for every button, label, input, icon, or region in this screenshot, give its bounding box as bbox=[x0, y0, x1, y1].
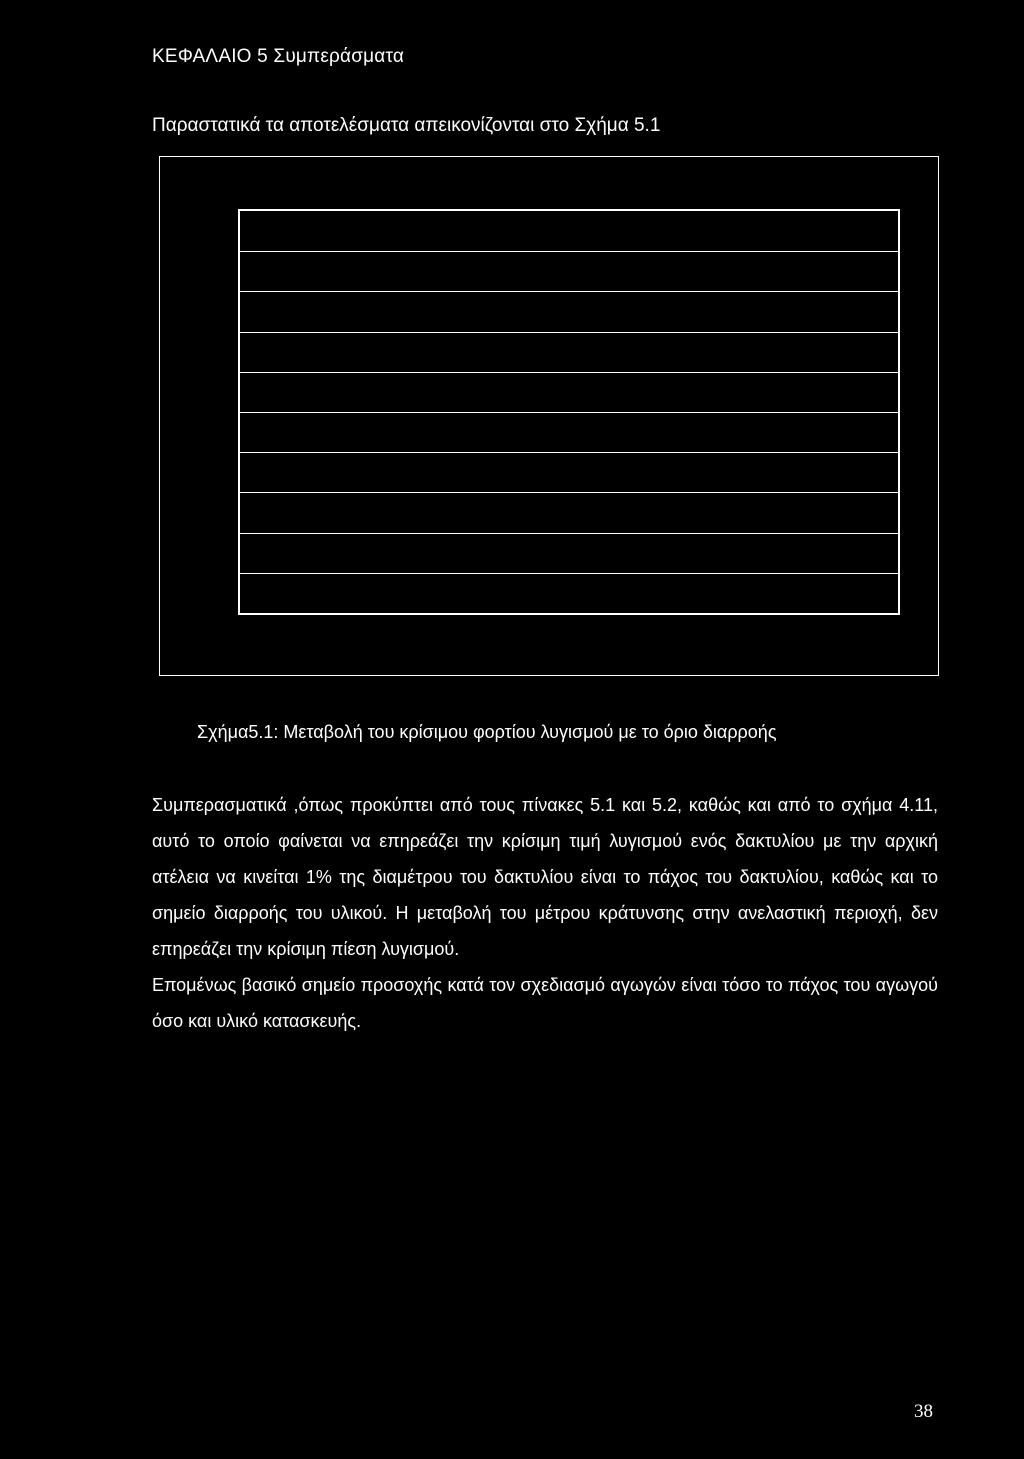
chapter-header: ΚΕΦΑΛΑΙΟ 5 Συμπεράσματα bbox=[152, 46, 405, 67]
page-number: 38 bbox=[914, 1401, 933, 1422]
gridline bbox=[240, 452, 898, 453]
figure-caption: Σχήμα5.1: Μεταβολή του κρίσιμου φορτίου λυγισμού με το όριο διαρροής bbox=[197, 722, 777, 742]
body-text bbox=[152, 787, 938, 1039]
design-note-paragraph: Επομένως βασικό σημείο προσοχής κατά τον σχεδιασμό αγωγών είναι τόσο το πάχος του αγωγού όσο και υλικό κατασκευής. bbox=[152, 975, 938, 1031]
conclusion-paragraph: Συμπερασματικά ,όπως προκύπτει από τους πίνακες 5.1 και 5.2, καθώς και από το σχήμα 4.11, αυτό το οποίο φαίνεται να επηρεάζει την κρίσιμη τιμή λυγισμού ενός δακτυλίου με την αρχική ατέλεια να κινείται 1% της διαμέτρου του δακτυλίου είναι το πάχος του δακτυλίου, καθώς και το σημείο διαρροής του υλικού. Η μεταβολή του μέτρου κράτυνσης στην ανελαστική περιοχή, δεν επηρεάζει την κρίσιμη πίεση λυγισμού. bbox=[152, 795, 938, 959]
gridline bbox=[240, 492, 898, 493]
gridline bbox=[240, 291, 898, 292]
gridline bbox=[240, 251, 898, 252]
gridline bbox=[240, 332, 898, 333]
gridline bbox=[240, 412, 898, 413]
figure-plot-area bbox=[238, 209, 900, 615]
intro-sentence: Παραστατικά τα αποτελέσματα απεικονίζονται στο Σχήμα 5.1 bbox=[152, 115, 661, 136]
gridline bbox=[240, 573, 898, 574]
gridline bbox=[240, 533, 898, 534]
gridline bbox=[240, 372, 898, 373]
